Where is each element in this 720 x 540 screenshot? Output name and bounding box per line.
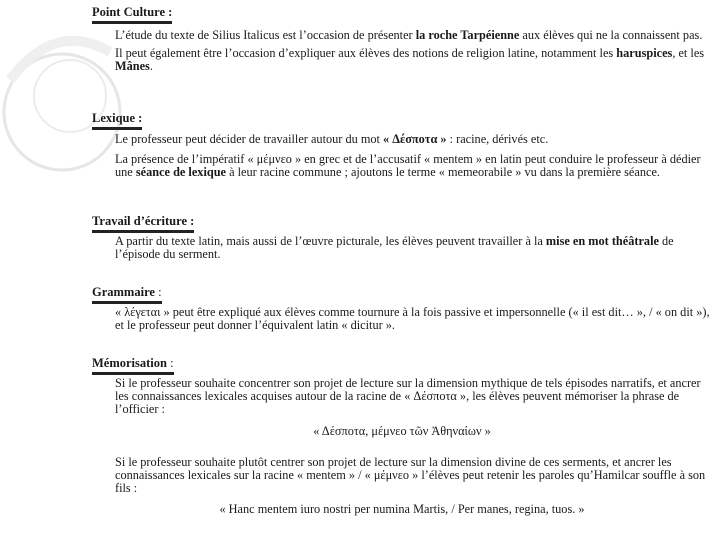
quotation-latin: « Hanc mentem iuro nostri per numina Martis, / Per manes, regina, tuos. » xyxy=(219,502,585,517)
paragraph: « λέγεται » peut être expliqué aux élèves comme tournure à la fois passive et impersonnelle (« il est dit… », / « on dit »), et le professeur peut donner l’équivalent latin « dicitur ». xyxy=(115,305,710,333)
section-travail-ecriture xyxy=(92,212,712,261)
paragraph: L’étude du texte de Silius Italicus est l’occasion de présenter la roche Tarpéienne aux élèves qui ne la connaissent pas. xyxy=(115,28,703,42)
paragraph: La présence de l’impératif « μέμνεο » en grec et de l’accusatif « mentem » en latin peut conduire le professeur à dédier une séance de lexique à leur racine commune ; ajoutons le terme « memeorabile » vu dans la première séance. xyxy=(115,152,701,180)
section-lexique xyxy=(92,109,712,180)
paragraph: Le professeur peut décider de travailler autour du mot « Δέσποτα » : racine, dérivés etc. xyxy=(115,132,549,146)
paragraph: Si le professeur souhaite concentrer son projet de lecture sur la dimension mythique de tels épisodes narratifs, et ancrer les connaissances lexicales acquises autour de la racine de « Δέσποτα », les élèves peuvent mémoriser la phrase de l’officier : xyxy=(115,376,701,417)
section-heading: Mémorisation : xyxy=(92,356,174,375)
section-memorisation xyxy=(92,354,712,517)
section-heading: Grammaire : xyxy=(92,285,162,304)
paragraph: Il peut également être l’occasion d’expliquer aux élèves des notions de religion latine, notamment les haruspices, et les Mânes. xyxy=(115,46,705,74)
paragraph: A partir du texte latin, mais aussi de l’œuvre picturale, les élèves peuvent travailler à la mise en mot théâtrale de l’épisode du serment. xyxy=(115,234,674,262)
section-heading: Lexique : xyxy=(92,111,142,130)
paragraph: Si le professeur souhaite plutôt centrer son projet de lecture sur la dimension divine de ces serments, et ancrer les connaissances lexicales sur la racine « mentem » / « μέμνεο » l’élèves peut retenir les paroles qu’Hamilcar souffle à son fils : xyxy=(115,454,706,496)
section-heading: Travail d’écriture : xyxy=(92,214,194,233)
section-grammaire xyxy=(92,283,712,332)
section-heading: Point Culture : xyxy=(92,5,172,24)
quotation-greek: « Δέσποτα, μέμνεο τῶν Ἀθηναίων » xyxy=(313,423,491,438)
section-point-culture xyxy=(92,3,712,74)
